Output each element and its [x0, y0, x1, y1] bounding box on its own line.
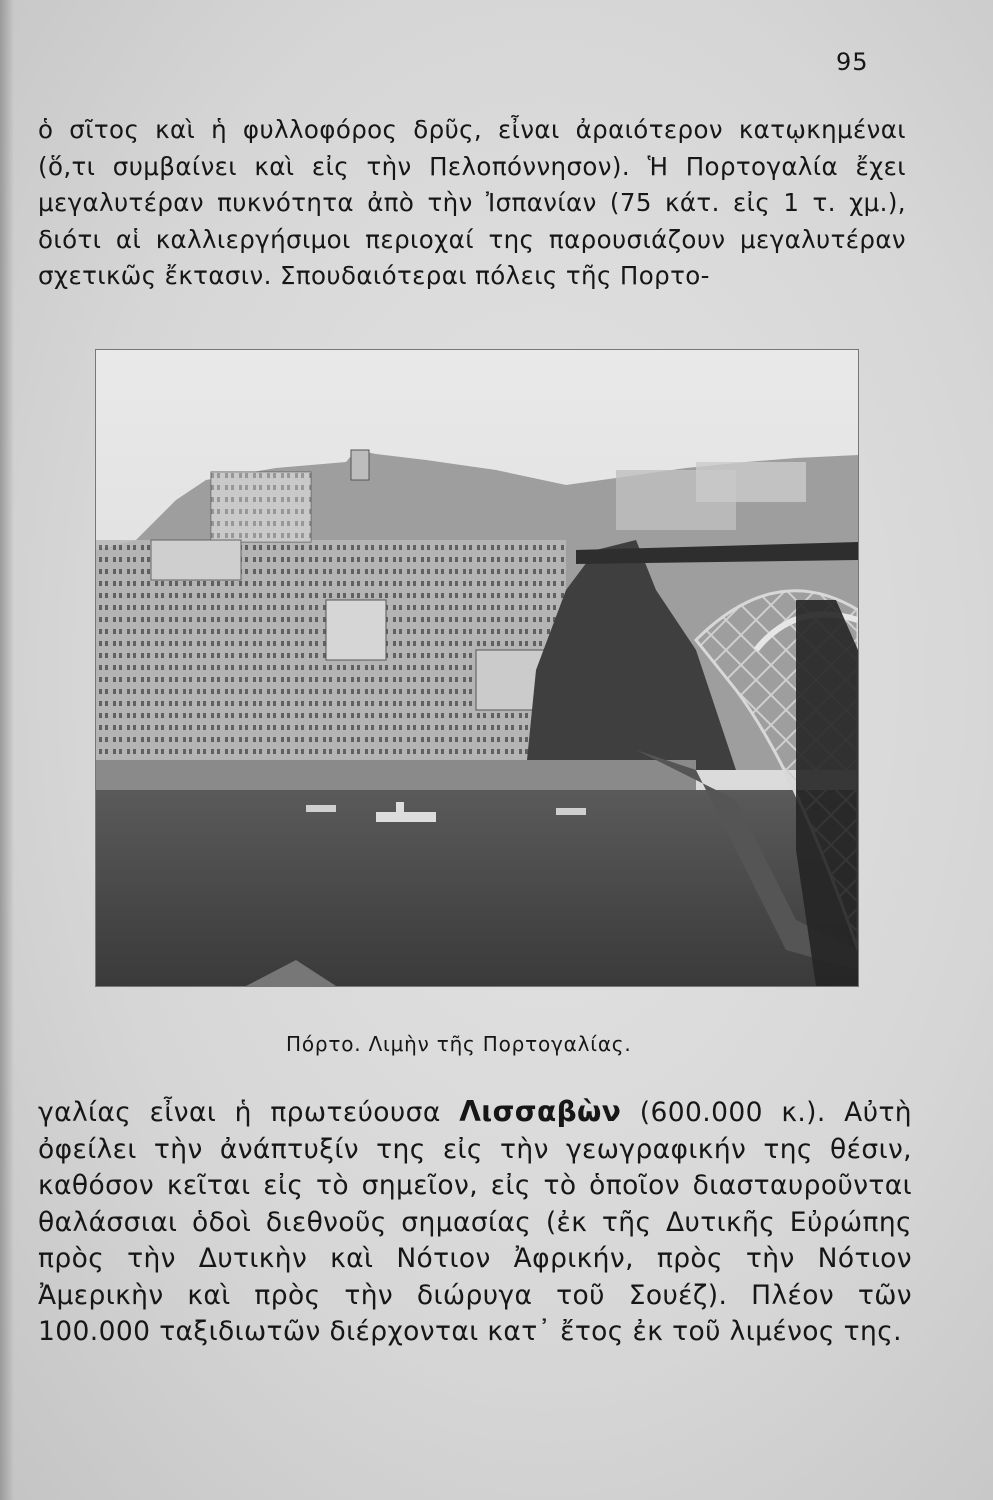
- page-edge-shadow: [0, 0, 14, 1500]
- page-number: 95: [836, 48, 869, 76]
- paragraph-top: ὁ σῖτος καὶ ἡ φυλλοφόρος δρῦς, εἶναι ἀραιότερον κατῳκημέναι (ὅ,τι συμβαίνει καὶ εἰς τὴν Πελοπόννησον). Ἡ Πορτογαλία ἔχει μεγαλυτέραν πυκνότητα ἀπὸ τὴν Ἰσπανίαν (75 κάτ. εἰς 1 τ. χμ.), διότι αἱ καλλιεργήσιμοι περιοχαί της παρουσιάζουν μεγαλυτέραν σχετικῶς ἔκτασιν. Σπουδαιότεραι πόλεις τῆς Πορτο-: [38, 115, 906, 290]
- paragraph-bottom: [38, 1094, 912, 1351]
- harbor-photo: [96, 350, 858, 986]
- paragraph-bottom-body: (600.000 κ.). Αὐτὴ ὀφείλει τὴν ἀνάπτυξίν της εἰς τὴν γεωγραφικήν της θέσιν, καθόσον κεῖται εἰς τὸ σημεῖον, εἰς τὸ ὁποῖον διασταυροῦνται θαλάσσιαι ὁδοὶ διεθνοῦς σημασίας (ἐκ τῆς Δυτικῆς Εὐρώπης πρὸς τὴν Δυτικὴν καὶ Νότιον Ἀφρικήν, πρὸς τὴν Νότιον Ἀμερικὴν καὶ πρὸς τὴν διώρυγα τοῦ Σουέζ). Πλέον τῶν 100.000 ταξιδιωτῶν διέρχονται κατ᾽ ἔτος ἐκ τοῦ λιμένος της.: [38, 1097, 912, 1347]
- figure-caption: Πόρτο. Λιμὴν τῆς Πορτογαλίας.: [286, 1032, 632, 1056]
- paragraph-bottom-lead: γαλίας εἶναι ἡ πρωτεύουσα: [38, 1097, 460, 1128]
- capital-name: Λισσαβὼν: [459, 1095, 622, 1128]
